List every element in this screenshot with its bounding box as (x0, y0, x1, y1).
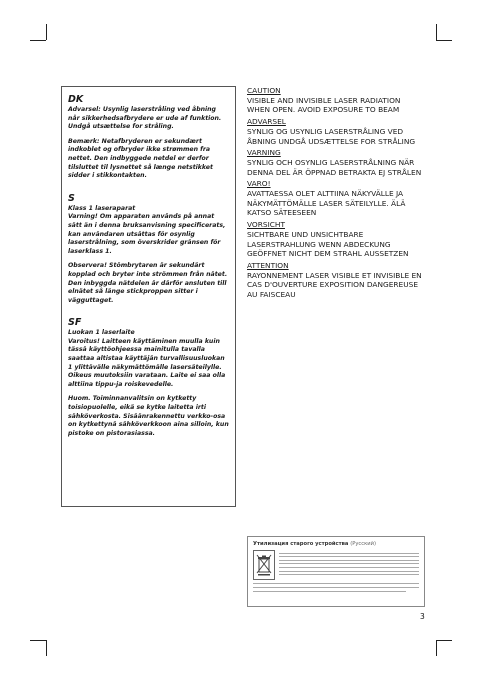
caution-text: SYNLIG OG USYNLIG LASERSTRÅLING VED ÅBNING UNDGÅ UDSÆTTELSE FOR STRÅLING (247, 126, 416, 146)
caution-text: SICHTBARE UND UNSICHTBARE LASERSTRAHLUNG WENN ABDECKUNG GEÖFFNET NICHT DEM STRAHL AUSSETZEN (247, 229, 409, 259)
caution-block-se (247, 148, 425, 177)
caution-heading: VORSICHT (247, 220, 285, 230)
caution-heading: CAUTION (247, 86, 281, 95)
disposal-language: (Русский) (350, 541, 377, 547)
section-heading-dk: DK (68, 94, 84, 105)
caution-block-fr (247, 261, 425, 300)
s-note: Observera! Stömbrytaren är sekundärt kopplad och bryter inte strömmen från nätet. Den inbyggda nätdelen är därför ansluten till elnätet så länge stickproppen sitter i vägguttaget. (68, 262, 228, 304)
page-number: 3 (420, 612, 425, 621)
crop-mark (436, 24, 437, 40)
caution-block-de (247, 220, 425, 259)
caution-block-dk (247, 117, 425, 146)
crop-mark (46, 640, 47, 656)
caution-text: RAYONNEMENT LASER VISIBLE ET INVISIBLE EN CAS D'OUVERTURE EXPOSITION DANGEREUSE AU FAISCEAU (247, 270, 422, 300)
disposal-text-lines (279, 550, 419, 580)
crop-mark (30, 40, 46, 41)
caution-heading: ADVARSEL (247, 117, 286, 127)
sf-rights: Oikeus muutoksiin varataan. Laite ei saa olla alttiina tippu-ja roiskevedelle. (68, 372, 226, 388)
disposal-title-text: Утилизация старого устройства (253, 541, 349, 547)
caution-block-en (247, 86, 425, 115)
sf-warning: Varoitus! Laitteen käyttäminen muulla kuin tässä käyttöohjeessa mainitulla tavalla saattaa altistaa käyttäjän turvallisuusluokan 1 ylittävälle näkymättömälle lasersäteilylle. (68, 337, 225, 371)
laser-caution-list (247, 86, 425, 302)
caution-text: VISIBLE AND INVISIBLE LASER RADIATION WHEN OPEN. AVOID EXPOSURE TO BEAM (247, 95, 401, 115)
sf-class: Luokan 1 laserlaite (68, 329, 135, 337)
crop-mark (436, 640, 452, 641)
caution-text: SYNLIG OCH OSYNLIG LASERSTRÅLNING NÄR DENNA DEL ÄR ÖPPNAD BETRAKTA EJ STRÅLEN (247, 157, 422, 177)
disposal-title (253, 541, 419, 547)
crossed-bin-icon (253, 550, 275, 580)
dk-note: Bemærk: Netafbryderen er sekundært indkoblet og ofbryder ikke strømmen fra nettet. Den indbyggede netdel er derfor tilsluttet til lysnettet så længe netstikket sidder i stikkontakten. (68, 137, 213, 180)
crop-mark (30, 640, 46, 641)
crop-mark (436, 640, 437, 656)
disposal-notice-box (247, 536, 425, 607)
s-class: Klass 1 laseraparat (68, 204, 136, 212)
nordic-warning-box (61, 86, 236, 507)
s-warning: Varning! Om apparaten används på annat sätt än i denna bruksanvisning specificerats, kan användaren utsättas för osynlig laserstrålning, som överskrider gränsen för laserklass 1. (68, 213, 226, 255)
crop-mark (46, 24, 47, 40)
dk-warning: Advarsel: Usynlig laserstråling ved åbning når sikkerhedsafbrydere er ude af funktion. Undgå utsættelse for stråling. (68, 106, 222, 131)
caution-text: AVATTAESSA OLET ALTTIINA NÄKYVÄLLE JA NÄKYMÄTTÖMÄLLE LASER SÄTEILYLLE. ÄLÄ KATSO SÄTEESEEN (247, 189, 406, 218)
crop-mark (436, 40, 452, 41)
caution-heading: VARNING (247, 148, 281, 158)
section-heading-s: S (68, 192, 75, 204)
caution-heading: ATTENTION (247, 260, 289, 270)
caution-heading: VARO! (247, 179, 271, 189)
sf-note: Huom. Toiminnanvalitsin on kytketty toisiopuolelle, eikä se kytke laitetta irti sähköverkosta. Sisäänrakennettu verkko-osa on kytkettynä sähköverkkoon aina silloin, kun pistoke on pistorasiassa. (68, 395, 229, 437)
caution-block-fi (247, 179, 425, 218)
section-heading-sf: SF (68, 317, 82, 329)
